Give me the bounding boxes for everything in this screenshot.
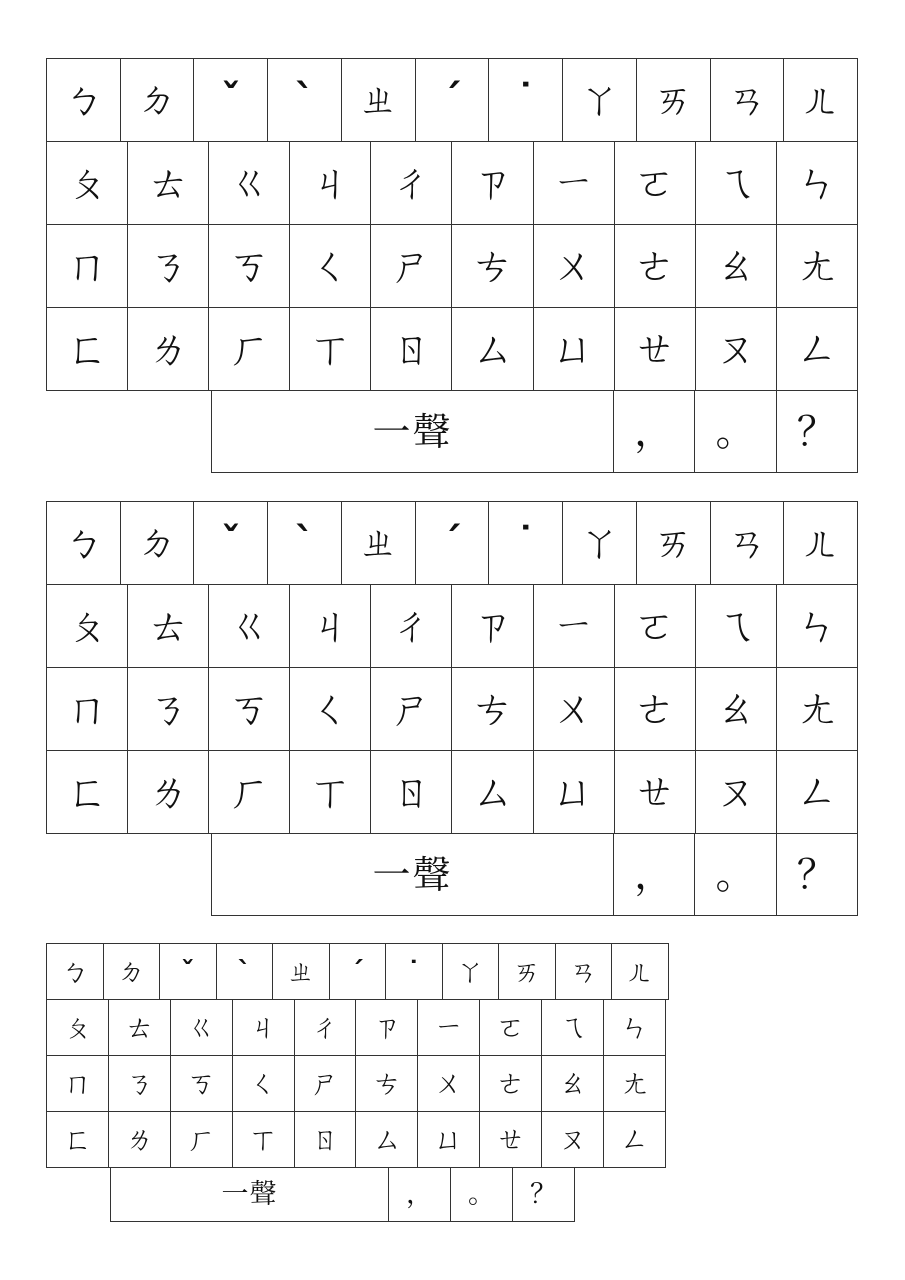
key-r4-c1[interactable]: ㄈ [46,1111,109,1168]
key-r1-c10[interactable]: ㄢ [710,501,785,585]
key-row-2 [46,141,858,225]
key-r4-c1[interactable]: ㄈ [46,750,128,834]
key-r1-c8[interactable]: ㄚ [562,58,637,142]
key-r1-c8[interactable]: ㄚ [442,943,500,1000]
key-r1-c2[interactable]: ㄉ [120,58,195,142]
key-r3-c4[interactable]: ㄑ [289,224,371,308]
key-r4-c9[interactable]: ㄡ [695,307,777,391]
key-r3-c2[interactable]: ㄋ [127,224,209,308]
key-r4-c8[interactable]: ㄝ [614,307,696,391]
key-r4-c10[interactable]: ㄥ [776,307,858,391]
key-r3-c6[interactable]: ㄘ [355,1055,418,1112]
key-r2-c9[interactable]: ㄟ [695,141,777,225]
key-r2-c7[interactable]: ㄧ [417,999,480,1056]
key-r3-c5[interactable]: ㄕ [294,1055,357,1112]
key-r3-c7[interactable]: ㄨ [533,667,615,751]
key-r1-c8[interactable]: ㄚ [562,501,637,585]
key-r3-c3[interactable]: ㄎ [208,224,290,308]
key-r2-c6[interactable]: ㄗ [355,999,418,1056]
key-r1-c9[interactable]: ㄞ [636,501,711,585]
key-r4-c3[interactable]: ㄏ [208,307,290,391]
period-key[interactable]: 。 [450,1167,513,1222]
key-row-1 [46,501,858,585]
key-row-4 [46,307,858,391]
key-row-1 [46,943,669,1000]
key-r2-c5[interactable]: ㄔ [370,584,452,668]
key-r2-c6[interactable]: ㄗ [451,584,533,668]
key-r1-c4[interactable]: ˋ [267,501,342,585]
key-r2-c10[interactable]: ㄣ [603,999,666,1056]
key-r4-c4[interactable]: ㄒ [289,307,371,391]
key-r1-c6[interactable]: ˊ [329,943,387,1000]
question-mark-key[interactable]: ？ [776,390,858,473]
key-r2-c8[interactable]: ㄛ [614,141,696,225]
key-r1-c5[interactable]: ㄓ [341,501,416,585]
comma-key[interactable]: ， [388,1167,451,1222]
key-r1-c2[interactable]: ㄉ [120,501,195,585]
key-r2-c5[interactable]: ㄔ [370,141,452,225]
key-r4-c8[interactable]: ㄝ [614,750,696,834]
key-r2-c7[interactable]: ㄧ [533,584,615,668]
key-r2-c3[interactable]: ㄍ [208,584,290,668]
key-r1-c3[interactable]: ˇ [159,943,217,1000]
key-row-2 [46,584,858,668]
key-r1-c7[interactable]: ˙ [385,943,443,1000]
key-r3-c3[interactable]: ㄎ [208,667,290,751]
key-row-3 [46,1055,669,1112]
key-r2-c5[interactable]: ㄔ [294,999,357,1056]
key-row-3 [46,667,858,751]
key-r1-c4[interactable]: ˋ [267,58,342,142]
key-r4-c7[interactable]: ㄩ [533,307,615,391]
key-r1-c6[interactable]: ˊ [415,501,490,585]
key-r1-c3[interactable]: ˇ [193,501,268,585]
key-r1-c1[interactable]: ㄅ [46,943,104,1000]
key-r2-c10[interactable]: ㄣ [776,584,858,668]
key-r1-c1[interactable]: ㄅ [46,58,121,142]
key-r3-c2[interactable]: ㄋ [108,1055,171,1112]
key-r1-c2[interactable]: ㄉ [103,943,161,1000]
key-r2-c1[interactable]: ㄆ [46,999,109,1056]
key-r2-c2[interactable]: ㄊ [127,141,209,225]
key-r2-c6[interactable]: ㄗ [451,141,533,225]
key-r1-c7[interactable]: ˙ [488,58,563,142]
key-r3-c9[interactable]: ㄠ [695,667,777,751]
space-key-first-tone[interactable]: 一聲 [211,833,614,916]
key-r1-c11[interactable]: ㄦ [783,58,858,142]
key-r3-c6[interactable]: ㄘ [451,224,533,308]
key-r4-c3[interactable]: ㄏ [208,750,290,834]
key-r2-c7[interactable]: ㄧ [533,141,615,225]
key-row-bottom [211,390,858,473]
key-r3-c1[interactable]: ㄇ [46,224,128,308]
key-r4-c1[interactable]: ㄈ [46,307,128,391]
key-r2-c3[interactable]: ㄍ [170,999,233,1056]
key-r4-c9[interactable]: ㄡ [695,750,777,834]
key-r2-c4[interactable]: ㄐ [289,141,371,225]
key-r1-c7[interactable]: ˙ [488,501,563,585]
space-key-first-tone[interactable]: 一聲 [110,1167,389,1222]
key-row-4 [46,1111,669,1168]
key-r2-c10[interactable]: ㄣ [776,141,858,225]
key-row-bottom [211,833,858,916]
key-r3-c5[interactable]: ㄕ [370,667,452,751]
key-r2-c9[interactable]: ㄟ [695,584,777,668]
key-r4-c6[interactable]: ㄙ [355,1111,418,1168]
key-r1-c3[interactable]: ˇ [193,58,268,142]
key-r3-c3[interactable]: ㄎ [170,1055,233,1112]
key-r1-c9[interactable]: ㄞ [498,943,556,1000]
bopomofo-keyboard-3 [46,943,669,1222]
key-r4-c8[interactable]: ㄝ [479,1111,542,1168]
key-r4-c5[interactable]: ㄖ [370,750,452,834]
key-r3-c10[interactable]: ㄤ [776,667,858,751]
key-r1-c10[interactable]: ㄢ [710,58,785,142]
key-r4-c2[interactable]: ㄌ [127,750,209,834]
key-r4-c2[interactable]: ㄌ [108,1111,171,1168]
key-r4-c5[interactable]: ㄖ [294,1111,357,1168]
key-r4-c3[interactable]: ㄏ [170,1111,233,1168]
key-r3-c2[interactable]: ㄋ [127,667,209,751]
key-r1-c11[interactable]: ㄦ [783,501,858,585]
bopomofo-keyboard-2 [46,501,858,916]
key-r3-c5[interactable]: ㄕ [370,224,452,308]
key-r3-c10[interactable]: ㄤ [776,224,858,308]
key-r1-c5[interactable]: ㄓ [341,58,416,142]
key-r4-c4[interactable]: ㄒ [232,1111,295,1168]
key-r4-c6[interactable]: ㄙ [451,750,533,834]
comma-key[interactable]: ， [613,833,695,916]
key-r3-c8[interactable]: ㄜ [479,1055,542,1112]
key-r3-c4[interactable]: ㄑ [289,667,371,751]
key-r4-c7[interactable]: ㄩ [417,1111,480,1168]
key-r3-c6[interactable]: ㄘ [451,667,533,751]
key-r3-c1[interactable]: ㄇ [46,1055,109,1112]
key-r2-c1[interactable]: ㄆ [46,141,128,225]
period-key[interactable]: 。 [694,833,776,916]
key-r3-c9[interactable]: ㄠ [541,1055,604,1112]
key-row-4 [46,750,858,834]
key-r3-c4[interactable]: ㄑ [232,1055,295,1112]
key-r2-c4[interactable]: ㄐ [289,584,371,668]
key-r4-c10[interactable]: ㄥ [776,750,858,834]
key-r1-c11[interactable]: ㄦ [611,943,669,1000]
key-r4-c7[interactable]: ㄩ [533,750,615,834]
key-r4-c9[interactable]: ㄡ [541,1111,604,1168]
comma-key[interactable]: ， [613,390,695,473]
question-mark-key[interactable]: ？ [776,833,858,916]
key-row-2 [46,999,669,1056]
key-r4-c6[interactable]: ㄙ [451,307,533,391]
key-row-3 [46,224,858,308]
key-r1-c6[interactable]: ˊ [415,58,490,142]
key-r2-c8[interactable]: ㄛ [614,584,696,668]
key-r2-c2[interactable]: ㄊ [127,584,209,668]
key-r2-c3[interactable]: ㄍ [208,141,290,225]
key-r2-c9[interactable]: ㄟ [541,999,604,1056]
key-r4-c10[interactable]: ㄥ [603,1111,666,1168]
key-r3-c8[interactable]: ㄜ [614,667,696,751]
key-r1-c5[interactable]: ㄓ [272,943,330,1000]
question-mark-key[interactable]: ？ [512,1167,575,1222]
key-r4-c4[interactable]: ㄒ [289,750,371,834]
key-r1-c9[interactable]: ㄞ [636,58,711,142]
key-r2-c2[interactable]: ㄊ [108,999,171,1056]
key-r3-c10[interactable]: ㄤ [603,1055,666,1112]
key-r3-c1[interactable]: ㄇ [46,667,128,751]
key-r4-c5[interactable]: ㄖ [370,307,452,391]
key-row-bottom [110,1167,575,1222]
key-r2-c1[interactable]: ㄆ [46,584,128,668]
key-row-1 [46,58,858,142]
key-r2-c4[interactable]: ㄐ [232,999,295,1056]
key-r3-c9[interactable]: ㄠ [695,224,777,308]
key-r4-c2[interactable]: ㄌ [127,307,209,391]
key-r2-c8[interactable]: ㄛ [479,999,542,1056]
bopomofo-keyboard-1 [46,58,858,473]
period-key[interactable]: 。 [694,390,776,473]
space-key-first-tone[interactable]: 一聲 [211,390,614,473]
key-r3-c7[interactable]: ㄨ [417,1055,480,1112]
key-r3-c8[interactable]: ㄜ [614,224,696,308]
key-r1-c4[interactable]: ˋ [216,943,274,1000]
key-r1-c1[interactable]: ㄅ [46,501,121,585]
key-r3-c7[interactable]: ㄨ [533,224,615,308]
key-r1-c10[interactable]: ㄢ [555,943,613,1000]
